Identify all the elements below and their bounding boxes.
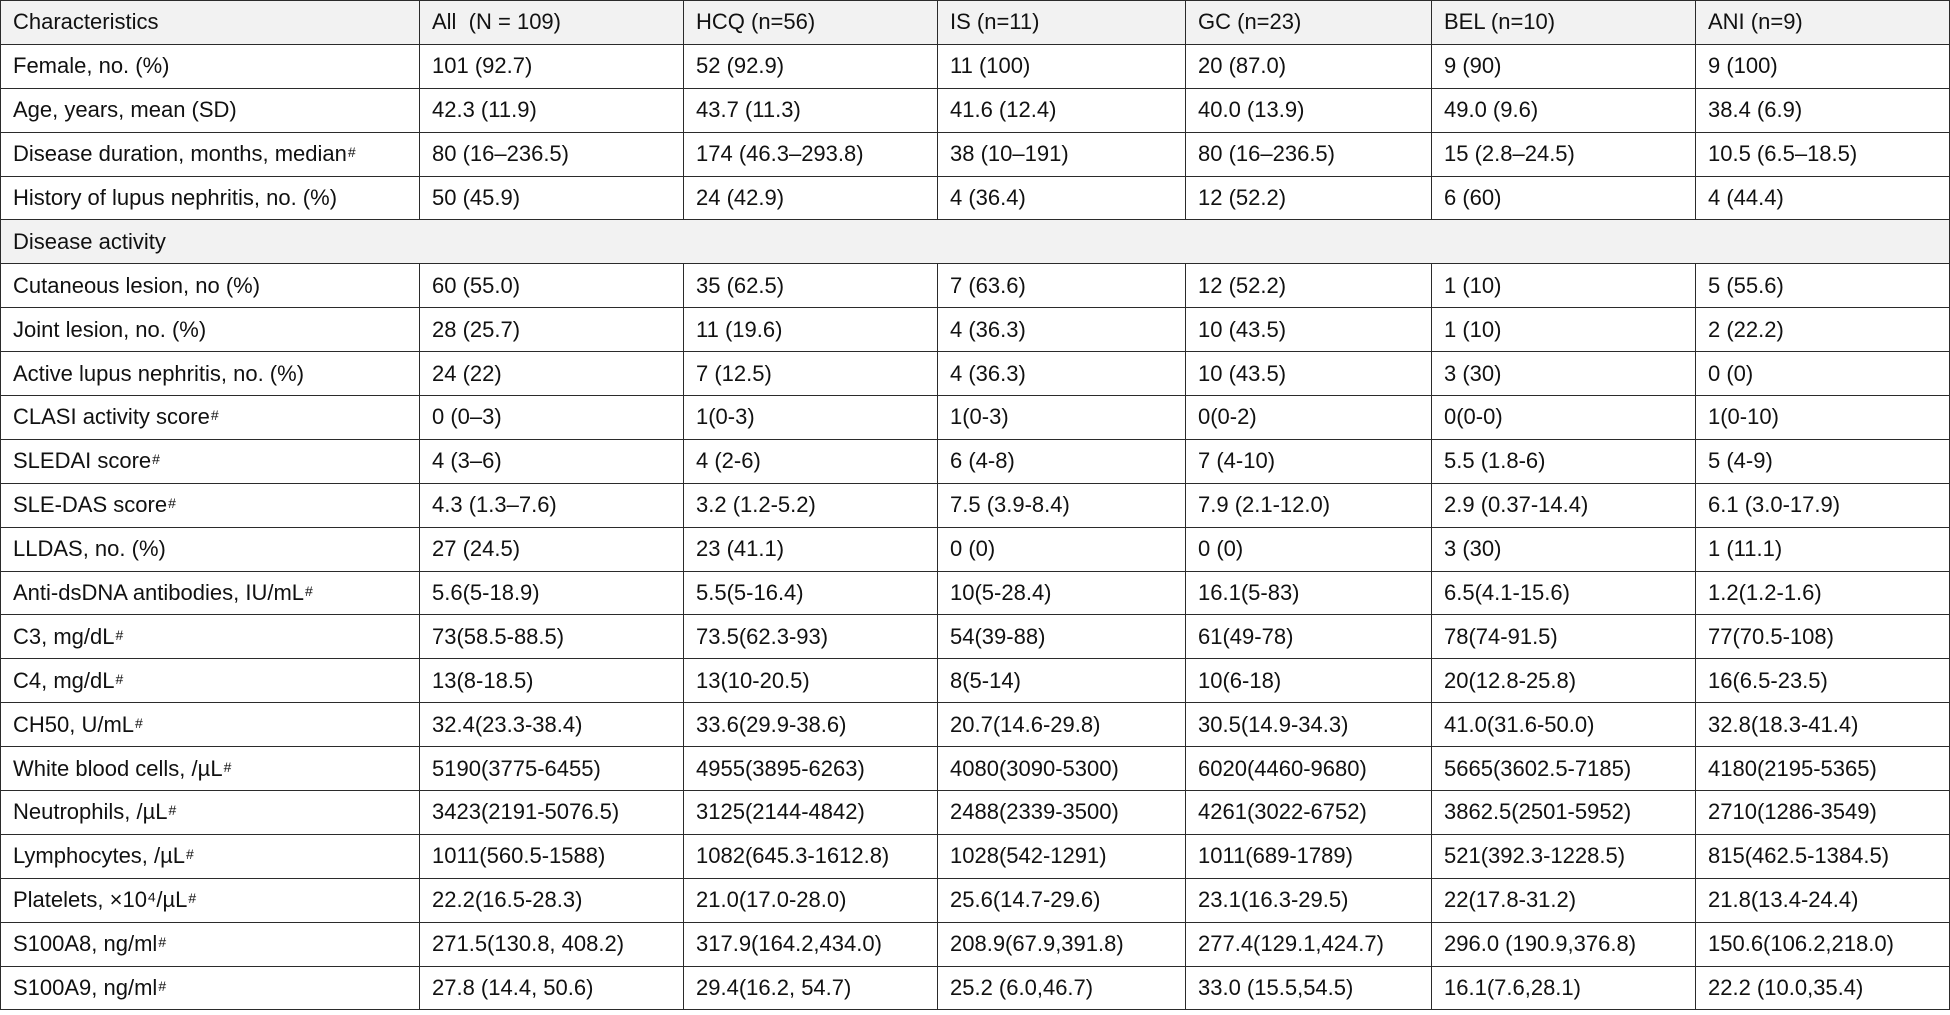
row-label-cell: [1, 922, 420, 966]
row-label-cell: [1, 264, 420, 308]
value-cell: 208.9(67.9,391.8): [938, 922, 1186, 966]
value-cell: 33.0 (15.5,54.5): [1186, 966, 1432, 1010]
row-label: LLDAS, no. (%): [13, 536, 166, 562]
row-label-cell: [1, 88, 420, 132]
value-cell: 3862.5(2501-5952): [1432, 791, 1696, 835]
value-cell: 1(0-10): [1696, 396, 1950, 440]
value-cell: 4 (3–6): [420, 439, 684, 483]
value-cell: 13(8-18.5): [420, 659, 684, 703]
value-cell: 6.1 (3.0-17.9): [1696, 483, 1950, 527]
value-cell: 2488(2339-3500): [938, 791, 1186, 835]
value-cell: 7 (4-10): [1186, 439, 1432, 483]
value-cell: 25.6(14.7-29.6): [938, 878, 1186, 922]
value-cell: 0 (0–3): [420, 396, 684, 440]
value-cell: 174 (46.3–293.8): [684, 132, 938, 176]
value-cell: 12 (52.2): [1186, 264, 1432, 308]
header-characteristics: Characteristics: [1, 1, 420, 45]
value-cell: 78(74-91.5): [1432, 615, 1696, 659]
value-cell: 101 (92.7): [420, 44, 684, 88]
value-cell: 0 (0): [1696, 352, 1950, 396]
row-label-cell: [1, 571, 420, 615]
row-label: Joint lesion, no. (%): [13, 316, 207, 342]
table-row: [1, 571, 1950, 615]
footnote-marker: #: [305, 583, 313, 600]
table-row: [1, 747, 1950, 791]
table-row: [1, 878, 1950, 922]
row-label: CH50, U/mL: [13, 711, 135, 737]
value-cell: 24 (42.9): [684, 176, 938, 220]
value-cell: 61(49-78): [1186, 615, 1432, 659]
header-is: IS (n=11): [938, 1, 1186, 45]
value-cell: 16.1(7.6,28.1): [1432, 966, 1696, 1010]
value-cell: 1(0-3): [938, 396, 1186, 440]
value-cell: 271.5(130.8, 408.2): [420, 922, 684, 966]
value-cell: 20.7(14.6-29.8): [938, 703, 1186, 747]
row-label: History of lupus nephritis, no. (%): [13, 185, 338, 210]
footnote-marker: #: [115, 626, 124, 643]
row-label-cell: [1, 834, 420, 878]
row-label-cell: [1, 44, 420, 88]
table-row: [1, 44, 1950, 88]
table-row: [1, 352, 1950, 396]
value-cell: 277.4(129.1,424.7): [1186, 922, 1432, 966]
footnote-marker: #: [115, 670, 124, 687]
row-label: Platelets, ×10⁴/µL: [13, 887, 188, 913]
value-cell: 41.6 (12.4): [938, 88, 1186, 132]
value-cell: 60 (55.0): [420, 264, 684, 308]
value-cell: 73.5(62.3-93): [684, 615, 938, 659]
value-cell: 5190(3775-6455): [420, 747, 684, 791]
value-cell: 10(5-28.4): [938, 571, 1186, 615]
row-label-cell: [1, 878, 420, 922]
value-cell: 5 (4-9): [1696, 439, 1950, 483]
row-label-cell: [1, 703, 420, 747]
value-cell: 4 (36.4): [938, 176, 1186, 220]
table-row: [1, 659, 1950, 703]
table-row: [1, 132, 1950, 176]
value-cell: 10 (43.5): [1186, 352, 1432, 396]
value-cell: 1011(689-1789): [1186, 834, 1432, 878]
row-label-cell: [1, 439, 420, 483]
value-cell: 1082(645.3-1612.8): [684, 834, 938, 878]
value-cell: 16.1(5-83): [1186, 571, 1432, 615]
value-cell: 10 (43.5): [1186, 308, 1432, 352]
value-cell: 35 (62.5): [684, 264, 938, 308]
value-cell: 11 (19.6): [684, 308, 938, 352]
footnote-marker: #: [168, 802, 177, 819]
row-label: SLE-DAS score: [13, 492, 168, 518]
value-cell: 20(12.8-25.8): [1432, 659, 1696, 703]
value-cell: 4 (44.4): [1696, 176, 1950, 220]
footnote-marker: #: [186, 846, 194, 863]
row-label: C3, mg/dL: [13, 623, 115, 649]
value-cell: 3.2 (1.2-5.2): [684, 483, 938, 527]
value-cell: 3125(2144-4842): [684, 791, 938, 835]
row-label-cell: [1, 483, 420, 527]
value-cell: 4 (36.3): [938, 352, 1186, 396]
header-gc: GC (n=23): [1186, 1, 1432, 45]
row-label: S100A9, ng/ml: [13, 975, 158, 1001]
value-cell: 7.9 (2.1-12.0): [1186, 483, 1432, 527]
value-cell: 2710(1286-3549): [1696, 791, 1950, 835]
value-cell: 22.2(16.5-28.3): [420, 878, 684, 922]
row-label-cell: [1, 176, 420, 220]
value-cell: 49.0 (9.6): [1432, 88, 1696, 132]
row-label: Disease duration, months, median: [13, 141, 347, 167]
value-cell: 3 (30): [1432, 527, 1696, 571]
row-label: SLEDAI score: [13, 448, 152, 474]
table-row: [1, 308, 1950, 352]
value-cell: 38.4 (6.9): [1696, 88, 1950, 132]
row-label: CLASI activity score: [13, 404, 210, 430]
table-row: [1, 439, 1950, 483]
value-cell: 5.5 (1.8-6): [1432, 439, 1696, 483]
table-row: [1, 396, 1950, 440]
section-row: [1, 220, 1950, 264]
section-label: Disease activity: [1, 220, 1950, 264]
value-cell: 6020(4460-9680): [1186, 747, 1432, 791]
row-label: Neutrophils, /µL: [13, 799, 168, 825]
value-cell: 150.6(106.2,218.0): [1696, 922, 1950, 966]
value-cell: 1 (10): [1432, 264, 1696, 308]
value-cell: 1 (10): [1432, 308, 1696, 352]
table-row: [1, 264, 1950, 308]
row-label: Cutaneous lesion, no (%): [13, 272, 261, 298]
header-hcq: HCQ (n=56): [684, 1, 938, 45]
footnote-marker: #: [210, 407, 219, 424]
value-cell: 1011(560.5-1588): [420, 834, 684, 878]
row-label-cell: [1, 352, 420, 396]
table-row: [1, 483, 1950, 527]
row-label: C4, mg/dL: [13, 667, 115, 693]
value-cell: 521(392.3-1228.5): [1432, 834, 1696, 878]
value-cell: 23.1(16.3-29.5): [1186, 878, 1432, 922]
value-cell: 33.6(29.9-38.6): [684, 703, 938, 747]
table-row: [1, 791, 1950, 835]
value-cell: 13(10-20.5): [684, 659, 938, 703]
value-cell: 6 (60): [1432, 176, 1696, 220]
footnote-marker: #: [135, 714, 143, 731]
row-label-cell: [1, 615, 420, 659]
value-cell: 1.2(1.2-1.6): [1696, 571, 1950, 615]
footnote-marker: #: [158, 978, 167, 995]
value-cell: 4 (36.3): [938, 308, 1186, 352]
value-cell: 28 (25.7): [420, 308, 684, 352]
table-row: [1, 922, 1950, 966]
footnote-marker: #: [168, 495, 176, 512]
footnote-marker: #: [223, 758, 232, 775]
value-cell: 50 (45.9): [420, 176, 684, 220]
row-label-cell: [1, 966, 420, 1010]
value-cell: 2.9 (0.37-14.4): [1432, 483, 1696, 527]
header-all: All (N = 109): [420, 1, 684, 45]
value-cell: 5.6(5-18.9): [420, 571, 684, 615]
value-cell: 3423(2191-5076.5): [420, 791, 684, 835]
table-row: [1, 615, 1950, 659]
row-label: Lymphocytes, /µL: [13, 843, 186, 869]
row-label: Active lupus nephritis, no. (%): [13, 360, 305, 386]
footnote-marker: #: [152, 451, 160, 468]
value-cell: 27.8 (14.4, 50.6): [420, 966, 684, 1010]
table-row: [1, 88, 1950, 132]
header-ani: ANI (n=9): [1696, 1, 1950, 45]
value-cell: 52 (92.9): [684, 44, 938, 88]
value-cell: 7.5 (3.9-8.4): [938, 483, 1186, 527]
table-header-row: [1, 1, 1950, 45]
value-cell: 0(0-2): [1186, 396, 1432, 440]
row-label-cell: [1, 527, 420, 571]
value-cell: 9 (100): [1696, 44, 1950, 88]
value-cell: 27 (24.5): [420, 527, 684, 571]
value-cell: 77(70.5-108): [1696, 615, 1950, 659]
value-cell: 4180(2195-5365): [1696, 747, 1950, 791]
row-label: Age, years, mean (SD): [13, 97, 237, 123]
value-cell: 32.8(18.3-41.4): [1696, 703, 1950, 747]
value-cell: 20 (87.0): [1186, 44, 1432, 88]
value-cell: 5 (55.6): [1696, 264, 1950, 308]
value-cell: 24 (22): [420, 352, 684, 396]
row-label-cell: [1, 396, 420, 440]
row-label: S100A8, ng/ml: [13, 931, 158, 957]
row-label-cell: [1, 659, 420, 703]
value-cell: 317.9(164.2,434.0): [684, 922, 938, 966]
value-cell: 8(5-14): [938, 659, 1186, 703]
footnote-marker: #: [347, 144, 356, 161]
row-label-cell: [1, 791, 420, 835]
value-cell: 4 (2-6): [684, 439, 938, 483]
value-cell: 2 (22.2): [1696, 308, 1950, 352]
value-cell: 9 (90): [1432, 44, 1696, 88]
value-cell: 80 (16–236.5): [420, 132, 684, 176]
value-cell: 1(0-3): [684, 396, 938, 440]
value-cell: 5665(3602.5-7185): [1432, 747, 1696, 791]
table-body: [1, 44, 1950, 1010]
value-cell: 15 (2.8–24.5): [1432, 132, 1696, 176]
value-cell: 3 (30): [1432, 352, 1696, 396]
value-cell: 5.5(5-16.4): [684, 571, 938, 615]
value-cell: 10(6-18): [1186, 659, 1432, 703]
value-cell: 0 (0): [938, 527, 1186, 571]
value-cell: 21.0(17.0-28.0): [684, 878, 938, 922]
table-row: [1, 527, 1950, 571]
value-cell: 1 (11.1): [1696, 527, 1950, 571]
value-cell: 0 (0): [1186, 527, 1432, 571]
row-label: Female, no. (%): [13, 53, 170, 79]
value-cell: 11 (100): [938, 44, 1186, 88]
value-cell: 0(0-0): [1432, 396, 1696, 440]
value-cell: 80 (16–236.5): [1186, 132, 1432, 176]
value-cell: 30.5(14.9-34.3): [1186, 703, 1432, 747]
value-cell: 296.0 (190.9,376.8): [1432, 922, 1696, 966]
value-cell: 16(6.5-23.5): [1696, 659, 1950, 703]
value-cell: 22(17.8-31.2): [1432, 878, 1696, 922]
table-row: [1, 703, 1950, 747]
row-label: Anti-dsDNA antibodies, IU/mL: [13, 580, 305, 606]
row-label-cell: [1, 747, 420, 791]
value-cell: 4261(3022-6752): [1186, 791, 1432, 835]
value-cell: 23 (41.1): [684, 527, 938, 571]
value-cell: 1028(542-1291): [938, 834, 1186, 878]
value-cell: 6 (4-8): [938, 439, 1186, 483]
row-label-cell: [1, 132, 420, 176]
value-cell: 21.8(13.4-24.4): [1696, 878, 1950, 922]
row-label-cell: [1, 308, 420, 352]
value-cell: 4080(3090-5300): [938, 747, 1186, 791]
value-cell: 38 (10–191): [938, 132, 1186, 176]
header-bel: BEL (n=10): [1432, 1, 1696, 45]
value-cell: 815(462.5-1384.5): [1696, 834, 1950, 878]
value-cell: 22.2 (10.0,35.4): [1696, 966, 1950, 1010]
value-cell: 7 (63.6): [938, 264, 1186, 308]
value-cell: 41.0(31.6-50.0): [1432, 703, 1696, 747]
value-cell: 29.4(16.2, 54.7): [684, 966, 938, 1010]
value-cell: 42.3 (11.9): [420, 88, 684, 132]
value-cell: 43.7 (11.3): [684, 88, 938, 132]
value-cell: 12 (52.2): [1186, 176, 1432, 220]
value-cell: 4955(3895-6263): [684, 747, 938, 791]
row-label: White blood cells, /µL: [13, 755, 223, 781]
value-cell: 40.0 (13.9): [1186, 88, 1432, 132]
table-row: [1, 966, 1950, 1010]
value-cell: 7 (12.5): [684, 352, 938, 396]
value-cell: 54(39-88): [938, 615, 1186, 659]
value-cell: 4.3 (1.3–7.6): [420, 483, 684, 527]
value-cell: 6.5(4.1-15.6): [1432, 571, 1696, 615]
value-cell: 32.4(23.3-38.4): [420, 703, 684, 747]
table-row: [1, 176, 1950, 220]
value-cell: 25.2 (6.0,46.7): [938, 966, 1186, 1010]
value-cell: 10.5 (6.5–18.5): [1696, 132, 1950, 176]
footnote-marker: #: [158, 934, 167, 951]
table-row: [1, 834, 1950, 878]
footnote-marker: #: [188, 890, 197, 907]
value-cell: 73(58.5-88.5): [420, 615, 684, 659]
